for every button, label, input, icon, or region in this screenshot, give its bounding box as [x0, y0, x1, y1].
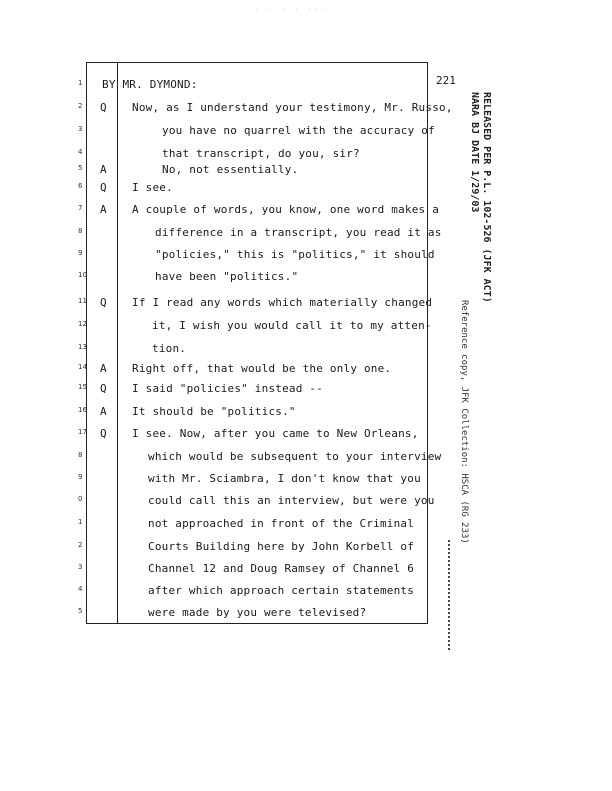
transcript-line-text: I said "policies" instead --: [132, 382, 324, 395]
line-number: 3: [78, 125, 83, 133]
transcript-line-text: "policies," this is "politics," it should: [155, 248, 435, 261]
line-number: 12: [78, 320, 87, 328]
transcript-line-text: difference in a transcript, you read it as: [155, 226, 442, 239]
transcript-line-text: I see. Now, after you came to New Orleans,: [132, 427, 419, 440]
line-number: 11: [78, 297, 87, 305]
line-number: 6: [78, 182, 83, 190]
line-number: 13: [78, 343, 87, 351]
line-number: 1: [78, 79, 83, 87]
transcript-line-text: could call this an interview, but were you: [148, 494, 435, 507]
speaker-label: Q: [100, 101, 107, 114]
line-number: 9: [78, 249, 83, 257]
stamp-line-2: NARA BJ DATE 1/29/03: [469, 92, 480, 213]
line-number: 9: [78, 473, 83, 481]
stamp-line-1: RELEASED PER P.L. 102-526 (JFK ACT): [481, 92, 492, 303]
release-stamp: [468, 92, 492, 303]
line-number: 2: [78, 102, 83, 110]
speaker-label: A: [100, 362, 107, 375]
line-number: 17: [78, 428, 87, 436]
line-number: 8: [78, 227, 83, 235]
speaker-label: A: [100, 163, 107, 176]
transcript-line-text: not approached in front of the Criminal: [148, 517, 415, 530]
line-number: 4: [78, 148, 83, 156]
line-number: 15: [78, 383, 87, 391]
speaker-label: Q: [100, 181, 107, 194]
line-number: 0: [78, 495, 83, 503]
line-number: 2: [78, 541, 83, 549]
transcript-line-text: which would be subsequent to your interview: [148, 450, 442, 463]
transcript-line-text: BY MR. DYMOND:: [102, 78, 198, 91]
line-number: 5: [78, 607, 83, 615]
transcript-line-text: A couple of words, you know, one word makes a: [132, 203, 440, 216]
line-number: 14: [78, 363, 87, 371]
transcript-line-text: with Mr. Sciambra, I don't know that you: [148, 472, 421, 485]
margin-mark: [448, 540, 454, 650]
transcript-line-text: have been "politics.": [155, 270, 299, 283]
transcript-line-text: No, not essentially.: [162, 163, 299, 176]
transcript-line-text: were made by you were televised?: [148, 606, 367, 619]
transcript-line-text: you have no quarrel with the accuracy of: [162, 124, 435, 137]
transcript-line-text: If I read any words which materially changed: [132, 296, 433, 309]
line-number: 10: [78, 271, 87, 279]
speaker-label: Q: [100, 382, 107, 395]
transcript-line-text: tion.: [152, 342, 187, 355]
line-number: 7: [78, 204, 83, 212]
reference-note: Reference copy, JFK Collection: HSCA (RG 233): [459, 300, 469, 544]
speaker-label: Q: [100, 296, 107, 309]
line-number: 16: [78, 406, 87, 414]
transcript-line-text: Now, as I understand your testimony, Mr. Russo,: [132, 101, 453, 114]
transcript-line-text: I see.: [132, 181, 173, 194]
top-smudge: · · · · ···: [255, 6, 328, 13]
line-number: 5: [78, 164, 83, 172]
transcript-line-text: that transcript, do you, sir?: [162, 147, 360, 160]
transcript-line-text: It should be "politics.": [132, 405, 296, 418]
transcript-line-text: after which approach certain statements: [148, 584, 415, 597]
page-number: 221: [436, 74, 456, 87]
transcript-line-text: it, I wish you would call it to my atten-: [152, 319, 432, 332]
line-number: 4: [78, 585, 83, 593]
transcript-line-text: Courts Building here by John Korbell of: [148, 540, 415, 553]
speaker-label: Q: [100, 427, 107, 440]
margin-rule: [117, 62, 118, 624]
line-number: 1: [78, 518, 83, 526]
speaker-label: A: [100, 203, 107, 216]
line-number: 8: [78, 451, 83, 459]
transcript-line-text: Channel 12 and Doug Ramsey of Channel 6: [148, 562, 415, 575]
transcript-line-text: Right off, that would be the only one.: [132, 362, 392, 375]
speaker-label: A: [100, 405, 107, 418]
line-number: 3: [78, 563, 83, 571]
